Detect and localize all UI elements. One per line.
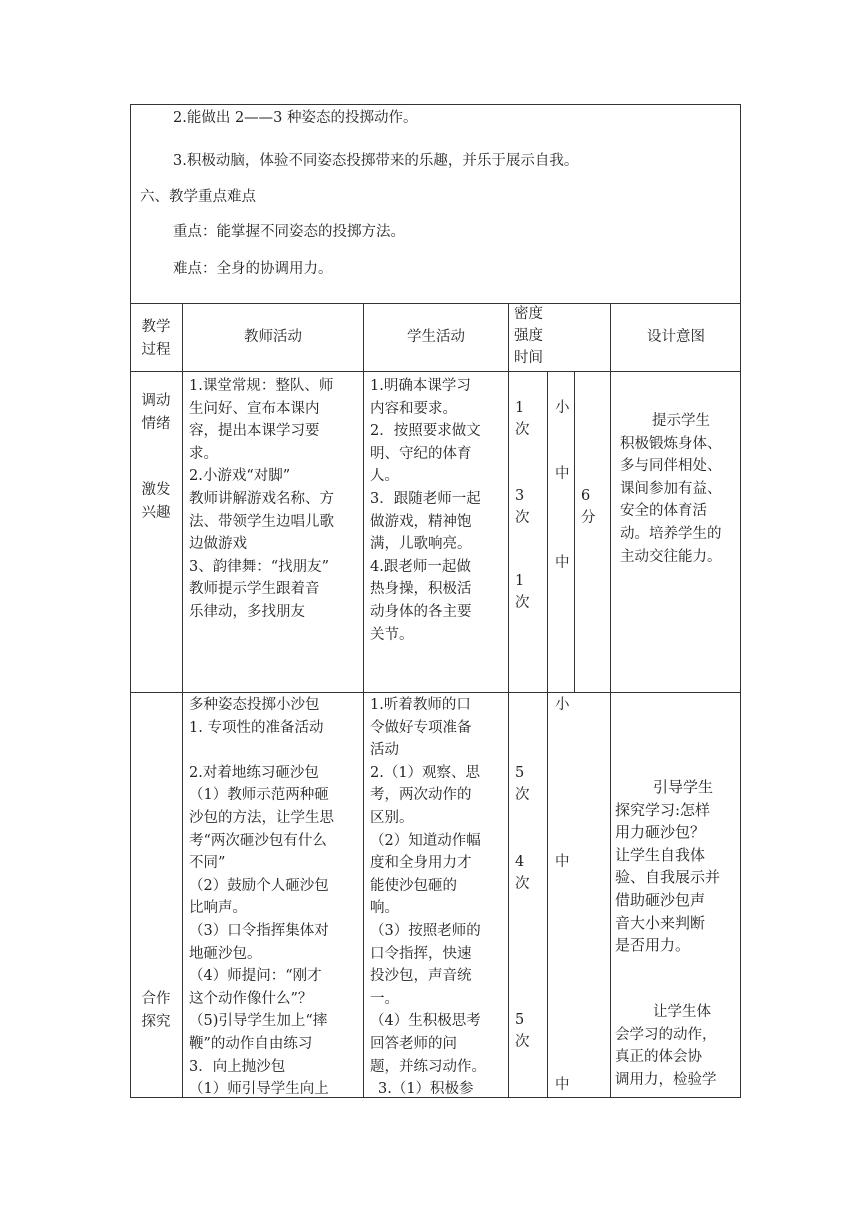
header-process: 教学 过程 <box>141 319 171 358</box>
row2-intensity-1: 小 <box>555 697 570 713</box>
header-intent: 设计意图 <box>647 329 705 345</box>
key-points-heading: 六、教学重点难点 <box>140 189 256 205</box>
row1-count-2: 3 次 <box>515 488 530 526</box>
row1-teacher-activity: 1.课堂常规：整队、师 生问好、宣布本课内 容，提出本课学习要 求。 2.小游戏“对脚” 教师讲解游戏名称、方 法、带领学生边唱儿歌 边做游戏 3、韵律舞：“找朋友” 教师提示学生跟着音 乐律动，多找朋友 <box>189 378 334 620</box>
row2-design-intent-a: 引导学生 探究学习:怎样 用力砸沙包？ 让学生自我体 验、自我展示并 借助砸沙包声 音大小来判断 是否用力。 <box>615 778 721 955</box>
row1-time: 6 分 <box>581 488 596 526</box>
row2-count-3: 5 次 <box>515 1012 530 1050</box>
row1-count-3: 1 次 <box>515 573 530 611</box>
divider-header-bottom <box>130 371 741 372</box>
col-divider-3 <box>508 303 509 1098</box>
row2-intensity-3: 中 <box>555 1077 570 1093</box>
header-student: 学生活动 <box>407 329 465 345</box>
header-density: 密度 强度 时间 <box>514 306 543 366</box>
col-divider-1 <box>182 303 183 1098</box>
row2-process: 合作 探究 <box>141 991 171 1030</box>
col-divider-4 <box>547 371 548 1098</box>
row2-count-1: 5 次 <box>515 765 530 803</box>
row1-student-activity: 1.明确本课学习 内容和要求。 2．按照要求做文 明、守纪的体育 人。 3．跟随老师一起 做游戏，精神饱 满，儿歌响亮。 4.跟老师一起做 热身操，积极活 动身体的各主要 关节。 <box>370 378 481 643</box>
objective-item-2: 2.能做出 2——3 种姿态的投掷动作。 <box>173 110 418 126</box>
row1-intensity-2: 中 <box>555 466 570 482</box>
key-point-difficulty: 难点：全身的协调用力。 <box>173 261 333 277</box>
objective-item-3: 3.积极动脑，体验不同姿态投掷带来的乐趣，并乐于展示自我。 <box>173 153 579 169</box>
row2-intensity-2: 中 <box>555 854 570 870</box>
col-divider-6 <box>610 303 611 1098</box>
row1-count-1: 1 次 <box>515 400 530 438</box>
row1-intensity-1: 小 <box>555 400 570 416</box>
row1-process-b: 激发 兴趣 <box>141 482 171 521</box>
divider-row1-bottom <box>130 692 741 693</box>
row1-process-a: 调动 情绪 <box>141 393 171 432</box>
col-divider-5 <box>574 371 575 692</box>
row2-teacher-activity: 多种姿态投掷小沙包 1. 专项性的准备活动 2.对着地练习砸沙包 （1）教师示范两种砸 沙包的方法，让学生思 考“两次砸沙包有什么 不同” （2）鼓励个人砸沙包 比响声。 （3）口令指挥集体对 地砸沙包。 （4）师提问：“刚才 这个动作像什么”？ （5)引导学生加上“摔 鞭”的动作自由练习 3．向上抛沙包 （1）师引导学生向上 <box>189 697 334 1098</box>
divider-header-top <box>130 303 741 304</box>
header-teacher: 教师活动 <box>244 329 302 345</box>
key-point-focus: 重点：能掌握不同姿态的投掷方法。 <box>173 224 405 240</box>
row2-design-intent-b: 让学生体 会学习的动作， 真正的体会协 调用力，检验学 <box>615 1004 717 1088</box>
row2-count-2: 4 次 <box>515 854 530 892</box>
col-divider-2 <box>363 303 364 1098</box>
row2-student-activity: 1.听着教师的口 令做好专项准备 活动 2.（1）观察、思 考，两次动作的 区别。 （2）知道动作幅 度和全身用力才 能使沙包砸的 响。 （3）按照老师的 口令指挥，快速 投沙包，声音统 一。 （4）生积极思考 回答老师的问 题，并练习动作。 3.（1）积极参 <box>370 697 486 1098</box>
row1-design-intent: 提示学生 积极锻炼身体、 多与同伴相处、 课间参加有益、 安全的体育活 动。培养学生的 主动交往能力。 <box>620 413 722 565</box>
row1-intensity-3: 中 <box>555 555 570 571</box>
